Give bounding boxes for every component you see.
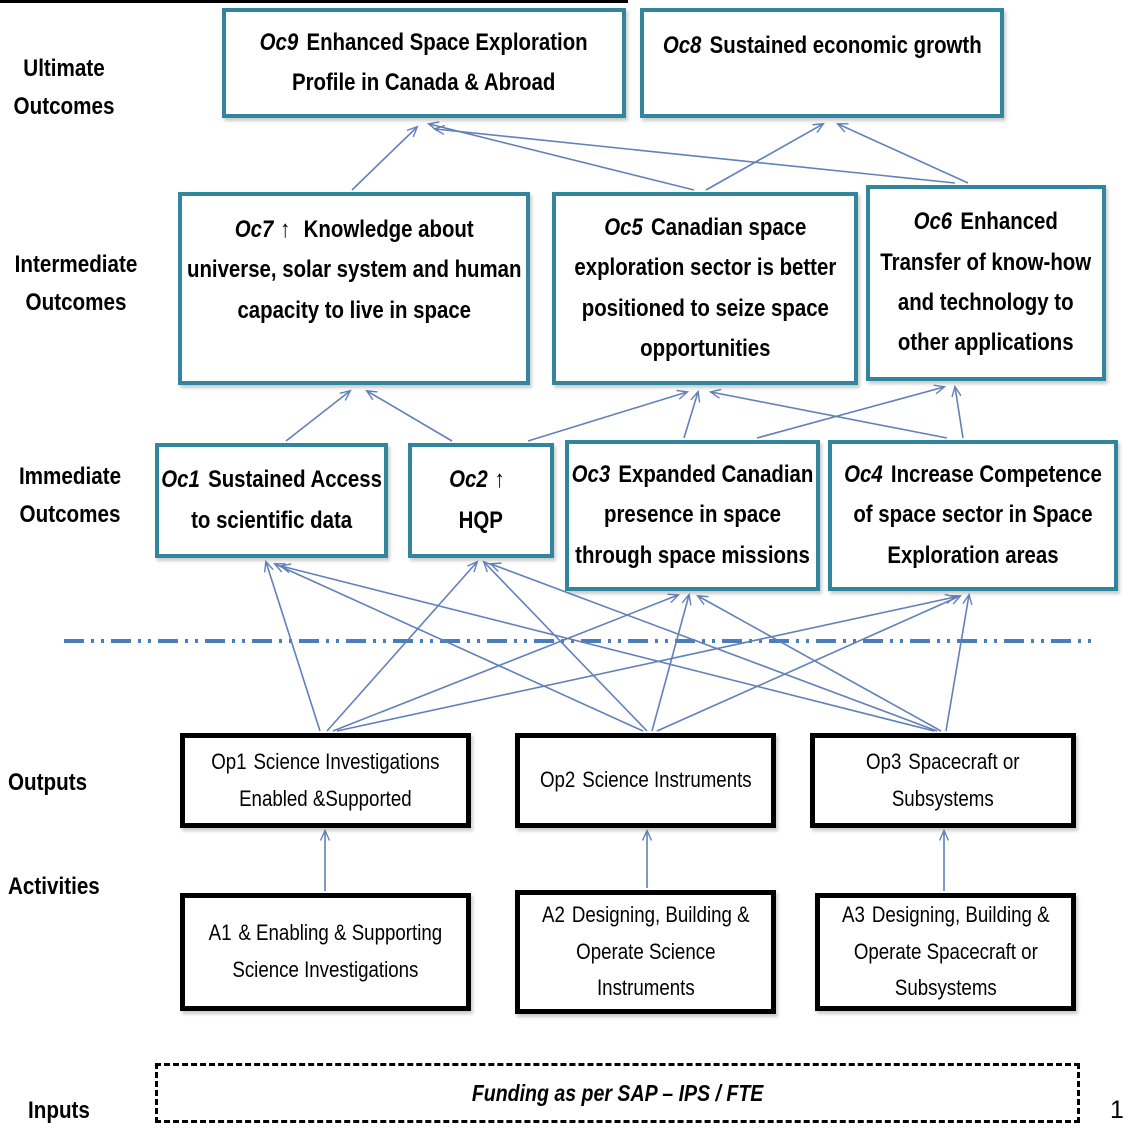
arrow-op1-to-oc3 <box>333 595 678 731</box>
box-prefix: Oc6 <box>913 208 953 236</box>
box-a2-text: A2 Designing, Building & Operate Science Instruments <box>541 902 750 1001</box>
box-oc1-sustained-access-to-scientific-data <box>155 443 388 558</box>
box-oc4-text: Oc4 Increase Competence of space sector in Space Exploration areas <box>844 461 1102 569</box>
arrow-op3-to-oc4 <box>946 595 969 731</box>
box-prefix: A1 <box>208 920 232 946</box>
arrow-oc5-to-oc8 <box>706 124 823 190</box>
box-oc7-text: Oc7 ↑ Knowledge about universe, solar system and human capacity to live in space <box>186 216 522 324</box>
arrow-oc4-to-oc6 <box>955 387 963 438</box>
arrow-oc2-to-oc5 <box>528 392 687 441</box>
box-a2-designing-building-operate-science-instruments <box>515 890 776 1014</box>
box-oc6-transfer-of-know-how <box>866 185 1106 381</box>
arrow-op2-to-oc3 <box>652 595 689 731</box>
page-number: 1 <box>1110 1096 1124 1124</box>
arrow-op2-to-oc4 <box>657 596 960 731</box>
arrow-oc1-to-oc7 <box>286 391 350 441</box>
box-prefix: Oc9 <box>260 28 299 56</box>
box-oc1-text: Oc1 Sustained Access to scientific data <box>161 466 382 534</box>
arrow-op3-to-oc3 <box>698 596 941 731</box>
box-prefix: Oc8 <box>662 32 702 59</box>
box-prefix: Oc4 <box>844 461 883 489</box>
box-prefix: Oc7 <box>234 216 274 243</box>
row-label-inputs: Inputs <box>28 1097 90 1124</box>
row-label-intermediate-outcomes: Intermediate Outcomes <box>14 251 138 317</box>
box-prefix: Op3 <box>866 748 902 774</box>
box-a1-enabling-supporting-science-investigations <box>180 893 471 1011</box>
box-op3-text: Op3 Spacecraft or Subsystems <box>866 748 1020 811</box>
arrow-oc3-to-oc5 <box>684 392 698 438</box>
box-prefix: Oc3 <box>571 461 611 489</box>
box-prefix: Op2 <box>539 767 576 793</box>
box-op3-spacecraft-or-subsystems <box>810 733 1076 828</box>
box-prefix: Oc2 <box>449 466 488 494</box>
arrow-oc6-to-oc9 <box>435 129 955 183</box>
box-oc2-hqp <box>408 443 554 558</box>
arrow-op1-to-oc4 <box>337 597 955 731</box>
box-a1-text: A1 & Enabling & Supporting Science Investigations <box>208 920 443 982</box>
box-op2-text: Op2 Science Instruments <box>539 767 752 793</box>
arrow-oc7-to-oc9 <box>352 127 417 190</box>
row-label-outputs: Outputs <box>8 769 88 796</box>
box-op1-text: Op1 Science Investigations Enabled &Supported <box>211 748 440 811</box>
box-prefix: A3 <box>841 902 865 928</box>
box-prefix: A2 <box>541 902 565 928</box>
row-label-immediate-outcomes: Immediate Outcomes <box>18 463 122 529</box>
arrow-oc4-to-oc5 <box>711 392 947 438</box>
box-a3-text: A3 Designing, Building & Operate Spacecraft or Subsystems <box>841 902 1050 1001</box>
box-oc6-text: Oc6 Enhanced Transfer of know-how and technology to other applications <box>880 208 1092 357</box>
box-oc9-text: Oc9 Enhanced Space Exploration Profile in Canada & Abroad <box>260 28 588 96</box>
box-oc8-text: Oc8 Sustained economic growth <box>662 32 982 59</box>
box-prefix: Oc5 <box>603 213 643 241</box>
up-arrow-icon: ↑ <box>279 216 291 243</box>
arrow-op1-to-oc1 <box>266 562 320 731</box>
arrow-oc6-to-oc8 <box>838 124 968 183</box>
box-oc3-expanded-canadian-presence-in-space <box>565 440 820 591</box>
box-oc9-enhanced-space-exploration-profile <box>222 8 626 118</box>
box-prefix: Oc1 <box>161 466 200 494</box>
box-oc7-knowledge-about-universe <box>178 192 530 385</box>
box-oc5-text: Oc5 Canadian space exploration sector is better positioned to seize space opportunities <box>574 213 836 362</box>
row-label-ultimate-outcomes: Ultimate Outcomes <box>13 55 115 121</box>
arrow-oc5-to-oc9 <box>429 124 694 190</box>
box-op2-science-instruments <box>515 733 776 828</box>
arrow-oc2-to-oc7 <box>367 391 452 441</box>
box-op1-science-investigations <box>180 733 471 828</box>
box-inputs-funding <box>155 1063 1080 1123</box>
box-prefix: Op1 <box>211 748 247 774</box>
row-label-activities: Activities <box>8 873 100 900</box>
box-oc3-text: Oc3 Expanded Canadian presence in space through space missions <box>571 461 814 569</box>
up-arrow-icon: ↑ <box>494 466 505 494</box>
box-oc2-text: Oc2 ↑ HQP <box>449 466 505 534</box>
arrow-oc3-to-oc6 <box>757 387 944 438</box>
box-oc8-sustained-economic-growth <box>640 8 1004 118</box>
box-a3-designing-building-operate-spacecraft <box>815 893 1076 1011</box>
box-inputs-text: Funding as per SAP – IPS / FTE <box>471 1079 764 1106</box>
box-oc5-canadian-space-exploration-sector <box>552 192 858 385</box>
box-oc4-increase-competence-of-space-sector <box>828 440 1118 591</box>
top-edge-line <box>0 0 628 3</box>
arrow-op1-to-oc2 <box>327 562 477 731</box>
